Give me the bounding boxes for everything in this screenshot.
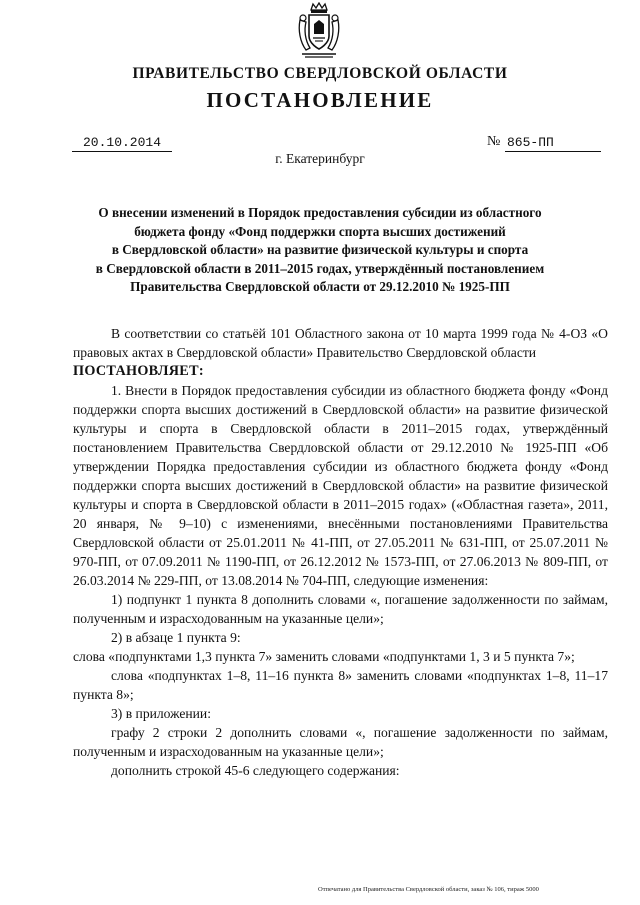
paragraph-1: 1. Внести в Порядок предоставления субсидии из областного бюджета фонду «Фонд поддержки спорта высших достижений в Свердловской области» на развитие физической культуры и спорта в Свердловской области в 2011–2015 годах, утверждённый постановлением Правительства Свердловской области от 29.12.2010 № 1925-ПП «Об утверждении Порядка предоставления субсидии из областного бюджета фонду «Фонд поддержки спорта высших достижений в Свердловской области» на развитие физической культуры и спорта в Свердловской области в 2011–2015 годах» («Областная газета», 2011, 20 января, № 9–10) с изменениями, внесёнными постановлениями Правительства Свердловской области от 25.01.2011 № 41-ПП, от 27.05.2011 № 631-ПП, от 25.07.2011 № 970-ПП, от 07.09.2011 № 1190-ПП, от 26.12.2012 № 1573-ПП, от 27.06.2013 № 809-ПП, от 26.03.2014 № 229-ПП, от 13.08.2014 № 704-ПП, следующие изменения:	[73, 383, 608, 588]
title-line: в Свердловской области в 2011–2015 годах, утверждённый постановлением	[95, 260, 545, 276]
title-line: бюджета фонду «Фонд поддержки спорта высших достижений	[134, 223, 506, 239]
title-line: в Свердловской области» на развитие физической культуры и спорта	[111, 242, 529, 257]
subitem-1: 1) подпункт 1 пункта 8 дополнить словами «, погашение задолженности по займам, полученным и израсходованным на указанные цели»;	[73, 592, 608, 626]
subitem-2a: слова «подпунктами 1,3 пункта 7» заменить словами «подпунктами 1, 3 и 5 пункта 7»;	[73, 649, 575, 664]
document-title	[60, 204, 580, 297]
document-number: 865-ПП	[505, 135, 601, 152]
title-line: Правительства Свердловской области от 29.12.2010 № 1925-ПП	[130, 279, 510, 294]
intro-paragraph: В соответствии со статьёй 101 Областного закона от 10 марта 1999 года № 4-ОЗ «О правовых актах в Свердловской области» Правительство Свердловской области	[73, 326, 608, 360]
subitem-2: 2) в абзаце 1 пункта 9:	[111, 630, 241, 645]
subitem-3: 3) в приложении:	[111, 706, 211, 721]
subitem-2b: слова «подпунктах 1–8, 11–16 пункта 8» заменить словами «подпунктах 1–8, 11–17 пункта 8»;	[73, 668, 608, 702]
coat-of-arms-emblem	[296, 2, 342, 60]
document-body	[73, 324, 608, 780]
number-sign: №	[487, 134, 501, 149]
document-type: ПОСТАНОВЛЕНИЕ	[206, 88, 434, 112]
resolve-heading: ПОСТАНОВЛЯЕТ:	[73, 363, 204, 379]
document-city: г. Екатеринбург	[275, 151, 365, 166]
print-footer: Отпечатано для Правительства Свердловской области, заказ № 106, тираж 5000	[318, 886, 539, 893]
title-line: О внесении изменений в Порядок предоставления субсидии из областного	[98, 205, 542, 220]
document-date: 20.10.2014	[72, 135, 172, 152]
government-name: ПРАВИТЕЛЬСТВО СВЕРДЛОВСКОЙ ОБЛАСТИ	[132, 65, 508, 82]
subitem-3b: дополнить строкой 45-6 следующего содержания:	[111, 763, 400, 778]
subitem-3a: графу 2 строки 2 дополнить словами «, погашение задолженности по займам, полученным и израсходованным на указанные цели»;	[73, 725, 608, 759]
